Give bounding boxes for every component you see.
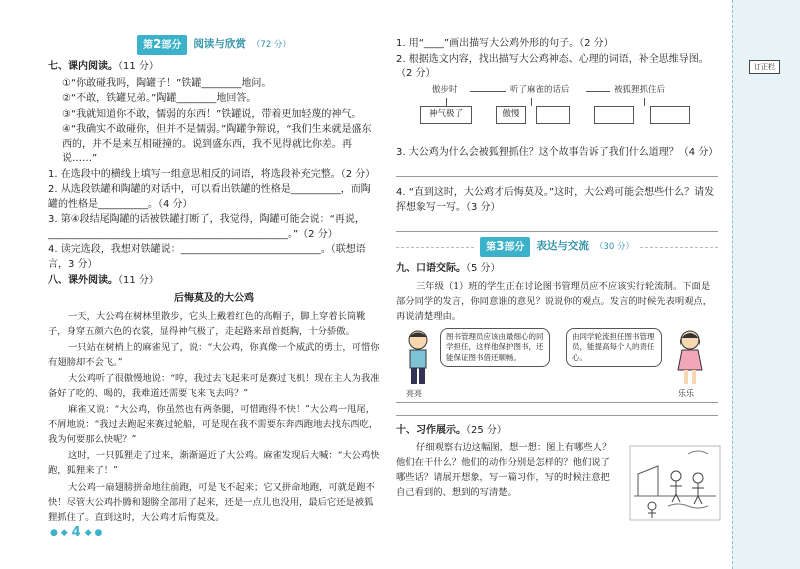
section-10-text: 仔细观察右边这幅图，想一想：图上有哪些人？他们在干什么？他们的动作分别是怎样的？他们说了哪些话？请展开想象，写一篇习作，写的时候注意把自己看到的、想到的写清楚。: [396, 442, 612, 499]
left-column: [48, 36, 380, 526]
banner-score: （72 分）: [251, 39, 291, 50]
connector: [644, 98, 645, 106]
quote-3: ③“我就知道你不敢，懦弱的东西！”铁罐说，带着更加轻蔑的神气。: [62, 108, 362, 120]
story-paragraph: 一只站在树梢上的麻雀见了，说：“大公鸡，你真像一个威武的勇士，可惜你有翅膀却不会飞。”: [48, 342, 380, 369]
question-8-2: 2. 根据选文内容，找出描写大公鸡神态、心理的词语，补全思维导图。（2 分）: [396, 53, 709, 79]
story-paragraph: 这时，一只狐狸走了过来，渐渐逼近了大公鸡。麻雀发现后大喊：“大公鸡快跑，狐狸来了！”: [48, 450, 380, 477]
question-7-1: 1. 在选段中的横线上填写一组意思相反的词语，将选段补充完整。（2 分）: [48, 168, 376, 180]
flow-box-filled: 傲慢: [496, 106, 526, 124]
question-8-1: 1. 用“____”画出描写大公鸡外形的句子。（2 分）: [396, 38, 614, 49]
arrow-icon: [586, 91, 610, 92]
section-10-heading: 十、习作展示。（25 分）: [396, 424, 507, 436]
answer-line[interactable]: [396, 402, 718, 403]
arrow-icon: [470, 91, 506, 92]
story-paragraph: 一天，大公鸡在树林里散步，它头上戴着红色的高帽子，脚上穿着长筒靴子，身穿五颜六色的衣裳，显得神气极了，走起路来昂首挺胸，十分骄傲。: [48, 311, 366, 338]
banner-line: [640, 247, 718, 248]
oral-figure: [396, 328, 718, 400]
dots-icon: ◆ ●: [84, 527, 103, 538]
flow-box-blank[interactable]: [650, 106, 690, 124]
flow-label-2: 听了麻雀的话后: [510, 84, 570, 95]
section-8-heading: 八、课外阅读。（11 分）: [48, 275, 159, 286]
boy-liangliang-icon: [400, 328, 436, 388]
quote-2: ②“不敢，铁罐兄弟。”陶罐________地回答。: [62, 93, 257, 104]
story-paragraph: 大公鸡一扇翅膀拼命地往前跑，可是飞不起来；它又拼命地跑，可就是跑不快！尽管大公鸡扑腾和翅膀全部用了起来，还是一点儿也没用，最后它还是被狐狸抓住了。直到这时，大公鸡才后悔莫及。: [48, 481, 375, 523]
correction-tag: 订正栏: [749, 60, 780, 74]
flow-box-blank[interactable]: [536, 106, 570, 124]
flow-box-filled: 神气极了: [420, 106, 472, 124]
flow-box-blank[interactable]: [594, 106, 634, 124]
banner-score: （30 分）: [594, 241, 634, 252]
story-title: 后悔莫及的大公鸡: [174, 292, 254, 304]
section-9-heading: 九、口语交际。（5 分）: [396, 263, 501, 274]
question-8-3: 3. 大公鸡为什么会被狐狸抓住？这个故事告诉了我们什么道理？（4 分）: [396, 146, 719, 158]
story-paragraph: 大公鸡听了很傲慢地说：“哼，我过去飞起来可是赛过飞机！现在主人为我准备好了吃的、喝的，我难道还需要飞来飞去吗？”: [48, 373, 380, 400]
girl-lele-icon: [672, 328, 708, 388]
right-column: [396, 36, 718, 501]
page-number: ● ◆ 4 ◆ ●: [50, 525, 103, 540]
quote-1: ①“你敢碰我吗，陶罐子！”铁罐________地问。: [62, 77, 272, 89]
mind-map: [396, 84, 718, 140]
section-banner-part-2: [48, 36, 380, 54]
name-left: 亮亮: [406, 388, 422, 398]
question-7-2: 2. 从选段铁罐和陶罐的对话中，可以看出铁罐的性格是__________，而陶罐的性格是__________。（4 分）: [48, 184, 371, 210]
banner-title: 表达与交流: [536, 240, 589, 253]
speech-bubble-right: 由同学轮流担任图书管理员，能提高每个人的责任心。: [566, 328, 662, 368]
connector: [446, 98, 447, 106]
playground-sketch-icon: [628, 444, 722, 522]
quote-4: ④“我确实不敢碰你，但并不是懦弱。”陶罐争辩说，“我们生来就是盛东西的，并不是来互相碰撞的。说到盛东西，我不见得就比你差。再说……”: [62, 124, 372, 164]
flow-label-1: 傲步时: [432, 84, 458, 95]
banner-line: [396, 247, 474, 248]
answer-line[interactable]: [396, 415, 718, 416]
question-7-4: 4. 读完选段，我想对铁罐说：____________________________。（联想语言，3 分）: [48, 244, 366, 270]
name-right: 乐乐: [678, 388, 694, 398]
speech-bubble-left: 图书管理员应该由最细心的同学担任，这样他保护图书，还能保证图书借还顺畅。: [440, 328, 550, 368]
part-badge: 第3部分: [480, 237, 530, 257]
flow-label-3: 被狐狸抓住后: [614, 84, 666, 95]
dots-icon: ● ◆: [50, 527, 68, 538]
connector: [531, 98, 532, 106]
answer-line[interactable]: [396, 231, 718, 232]
question-7-3: 3. 第④段结尾陶罐的话被铁罐打断了，我觉得，陶罐可能会说：“再说，________________________________________________。”（2 分）: [48, 214, 365, 240]
section-7-heading: 七、课内阅读。（11 分）: [48, 61, 159, 72]
question-8-4: 4. “直到这时，大公鸡才后悔莫及。”这时，大公鸡可能会想些什么？请发挥想象写一写。（3 分）: [396, 187, 715, 213]
correction-strip: [732, 0, 800, 569]
banner-title: 阅读与欣赏: [193, 38, 246, 51]
section-banner-part-3: [396, 238, 718, 256]
part-badge: 第2部分: [137, 35, 187, 55]
story-paragraph: 麻雀又说：“大公鸡，你虽然也有两条腿，可惜跑得不快！”大公鸡一甩尾，不屑地说：“我过去跑起来赛过轮船，可是现在我不需要东奔西跑地去找东西吃，我为何要那么快呢？”: [48, 404, 379, 446]
section-9-text: 三年级（1）班的学生正在讨论图书管理员应不应该实行轮流制。下面是部分同学的发言，你同意谁的意见？说说你的观点。发言的时候先表明观点，再说清楚理由。: [396, 280, 713, 322]
